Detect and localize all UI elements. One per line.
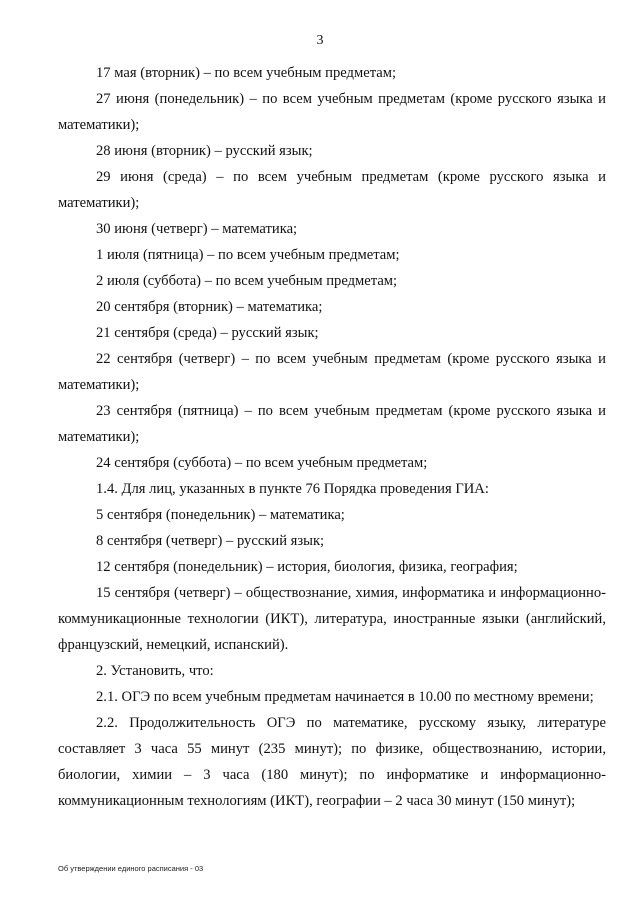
schedule-item-july-1: 1 июля (пятница) – по всем учебным предметам; (96, 247, 400, 263)
schedule-item-june-28: 28 июня (вторник) – русский язык; (96, 143, 313, 159)
schedule-item-sept-15: 15 сентября (четверг) – обществознание, химия, информатика и информационно-коммуникационные технологии (ИКТ), литература, иностранные языки (английский, французский, немецкий, испанский). (58, 585, 606, 653)
schedule-item-sept-24: 24 сентября (суббота) – по всем учебным предметам; (96, 455, 428, 471)
schedule-item-sept-21: 21 сентября (среда) – русский язык; (96, 325, 319, 341)
schedule-item-sept-5: 5 сентября (понедельник) – математика; (96, 507, 345, 523)
document-body (58, 60, 606, 814)
section-2-heading: 2. Установить, что: (96, 663, 214, 679)
section-1-4-heading: 1.4. Для лиц, указанных в пункте 76 Порядка проведения ГИА: (96, 481, 489, 497)
schedule-item-june-30: 30 июня (четверг) – математика; (96, 221, 298, 237)
schedule-item-may-17: 17 мая (вторник) – по всем учебным предметам; (96, 65, 397, 81)
schedule-item-july-2: 2 июля (суббота) – по всем учебным предметам; (96, 273, 398, 289)
schedule-item-sept-23: 23 сентября (пятница) – по всем учебным предметам (кроме русского языка и математики); (58, 403, 606, 445)
schedule-item-june-27: 27 июня (понедельник) – по всем учебным предметам (кроме русского языка и математики); (58, 91, 606, 133)
page-number: 3 (316, 33, 324, 48)
schedule-item-sept-20: 20 сентября (вторник) – математика; (96, 299, 323, 315)
schedule-item-june-29: 29 июня (среда) – по всем учебным предметам (кроме русского языка и математики); (58, 169, 606, 211)
document-footer: Об утверждении единого расписания - 03 (58, 864, 204, 873)
schedule-item-sept-8: 8 сентября (четверг) – русский язык; (96, 533, 325, 549)
schedule-item-sept-12: 12 сентября (понедельник) – история, биология, физика, география; (96, 559, 518, 575)
schedule-item-sept-22: 22 сентября (четверг) – по всем учебным предметам (кроме русского языка и математики); (58, 351, 606, 393)
section-2-1: 2.1. ОГЭ по всем учебным предметам начинается в 10.00 по местному времени; (96, 689, 594, 705)
section-2-2: 2.2. Продолжительность ОГЭ по математике, русскому языку, литературе составляет 3 часа 55 минут (235 минут); по физике, обществознанию, истории, биологии, химии – 3 часа (180 минут); по информатике и информационно-коммуникационным технологиям (ИКТ), географии – 2 часа 30 минут (150 минут); (58, 715, 606, 809)
